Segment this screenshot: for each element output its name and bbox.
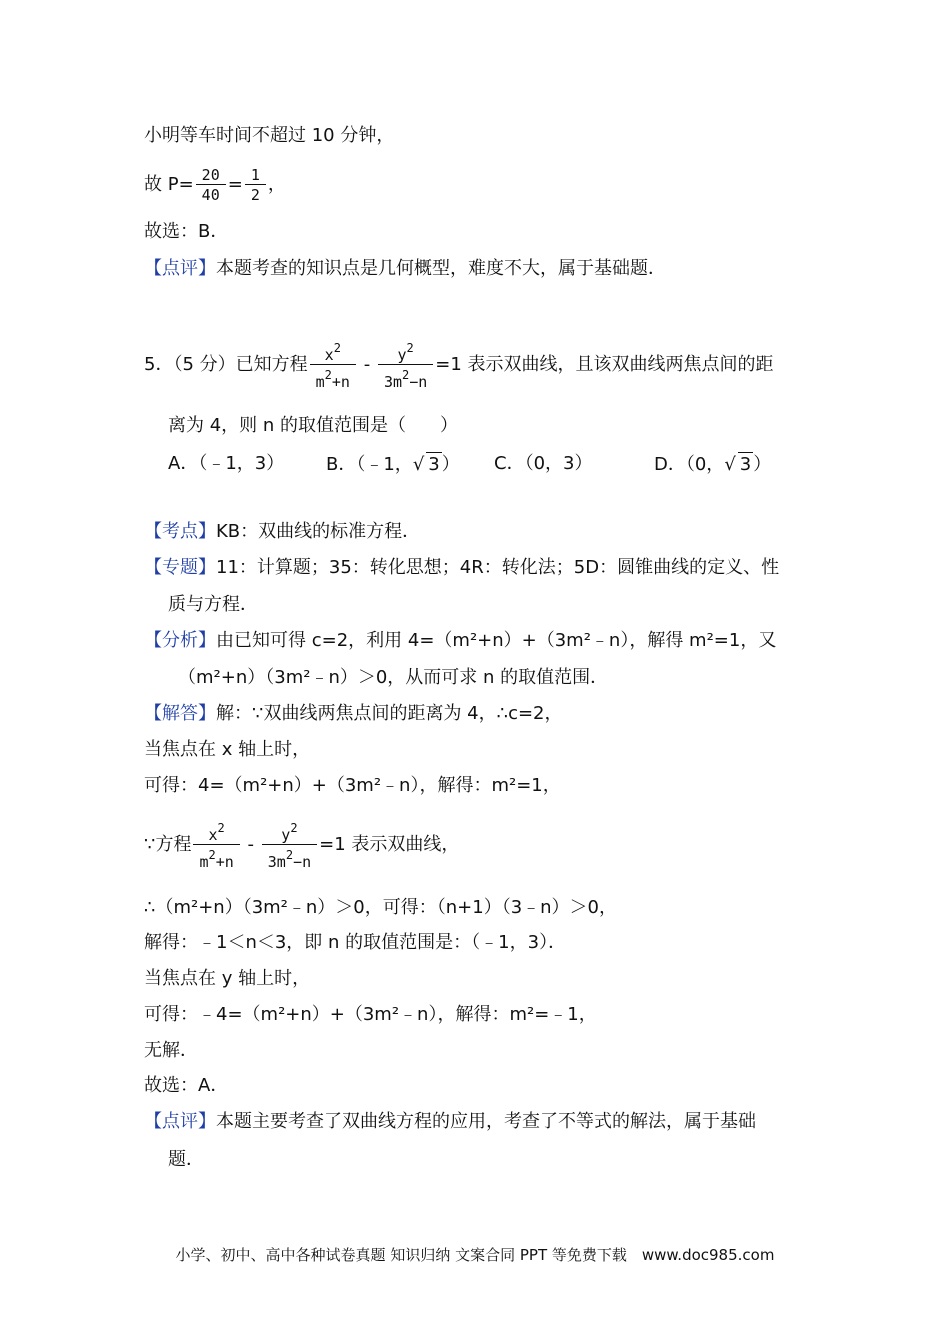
fenxi-tag: 【分析】 (144, 630, 216, 651)
question-5-stem (144, 340, 774, 390)
solution-step-2: 可得：4=（m²+n）+（3m²﹣n），解得：m²=1， (144, 775, 561, 796)
stem-line2-text: 离为 4，则 n 的取值范围是（ (168, 415, 407, 436)
solution-step-9: 故选：A． (144, 1075, 229, 1096)
question-5-stem-2 (168, 414, 458, 438)
equals-sign: = (227, 174, 243, 195)
comment-tag: 【点评】 (144, 258, 216, 279)
kaodian-tag: 【考点】 (144, 521, 216, 542)
page-footer: 小学、初中、高中各种试卷真题 知识归纳 文案合同 PPT 等免费下载 www.doc985.com (175, 1246, 775, 1264)
option-c: C．（0，3） (494, 453, 593, 474)
zhuanti-line-2: 质与方程． (168, 594, 258, 615)
solution-step-8: 无解． (144, 1040, 198, 1061)
fraction-x2: $\frac{x^2}{m^2+n}$ (310, 340, 356, 390)
solution-step-4: ∴（m²+n）（3m²﹣n）＞0，可得：（n+1）（3﹣n）＞0， (144, 897, 618, 918)
solution-step-7: 可得：﹣4=（m²+n）+（3m²﹣n），解得：m²=﹣1， (144, 1004, 597, 1025)
zhuanti-line (144, 556, 779, 580)
zhuanti-text: 11：计算题；35：转化思想；4R：转化法；5D：圆锥曲线的定义、性 (216, 557, 780, 578)
option-d: D．（0，√ 3 ） (654, 454, 772, 475)
step3-prefix: ∵方程 (144, 834, 192, 855)
fraction-x2-repeat: $\frac{x^2}{m^2+n}$ (193, 820, 239, 870)
fenxi-line (144, 629, 776, 653)
prev-text-1: 小明等车时间不超过 10 分钟， (144, 125, 395, 146)
kaodian-line (144, 520, 420, 544)
zhuanti-tag: 【专题】 (144, 557, 216, 578)
solution-step-6: 当焦点在 y 轴上时， (144, 968, 311, 989)
fenxi-text: 由已知可得 c=2，利用 4=（m²+n）+（3m²﹣n），解得 m²=1，又 (216, 630, 777, 651)
comma: ， (267, 174, 286, 195)
stem-line2-close: ） (440, 415, 459, 436)
fraction-y2: $\frac{y^2}{3m^2-n}$ (378, 340, 433, 390)
prev-probability-line (144, 160, 286, 210)
prev-answer: 故选：B． (144, 221, 229, 242)
jieda-tag: 【解答】 (144, 703, 216, 724)
solution-step-1: 当焦点在 x 轴上时， (144, 739, 311, 760)
option-a: A．（﹣1，3） (168, 453, 285, 474)
dianping-line-2: 题． (168, 1149, 204, 1170)
comment-text: 本题考查的知识点是几何概型，难度不大，属于基础题． (216, 258, 666, 279)
step3-suffix: =1 表示双曲线， (319, 834, 460, 855)
fenxi-line-2: （m²+n）（3m²﹣n）＞0，从而可求 n 的取值范围． (178, 667, 609, 688)
jieda-text: 解：∵双曲线两焦点间的距离为 4，∴c=2， (216, 703, 563, 724)
kaodian-text: KB：双曲线的标准方程． (216, 521, 421, 542)
solution-step-5: 解得：﹣1＜n＜3，即 n 的取值范围是：（﹣1，3）． (144, 932, 567, 953)
jieda-line (144, 702, 563, 726)
fraction-y2-repeat: $\frac{y^2}{3m^2-n}$ (262, 820, 317, 870)
stem-suffix: =1 表示双曲线，且该双曲线两焦点间的距 (435, 354, 774, 375)
dianping-line (144, 1110, 756, 1134)
option-b: B．（﹣1，√ 3 ） (326, 454, 460, 475)
stem-prefix: 5．（5 分）已知方程 (144, 354, 308, 375)
dianping-text: 本题主要考查了双曲线方程的应用，考查了不等式的解法，属于基础 (216, 1111, 756, 1132)
prev-comment (144, 257, 666, 281)
solution-step-3 (144, 820, 459, 870)
fraction-20-40: $\frac{20}{40}$ (196, 167, 226, 203)
dianping-tag: 【点评】 (144, 1111, 216, 1132)
minus-sign: - (363, 354, 371, 375)
prev-p-label: 故 P= (144, 174, 194, 195)
fraction-1-2: $\frac{1}{2}$ (245, 167, 266, 203)
minus-sign-repeat: - (247, 834, 255, 855)
